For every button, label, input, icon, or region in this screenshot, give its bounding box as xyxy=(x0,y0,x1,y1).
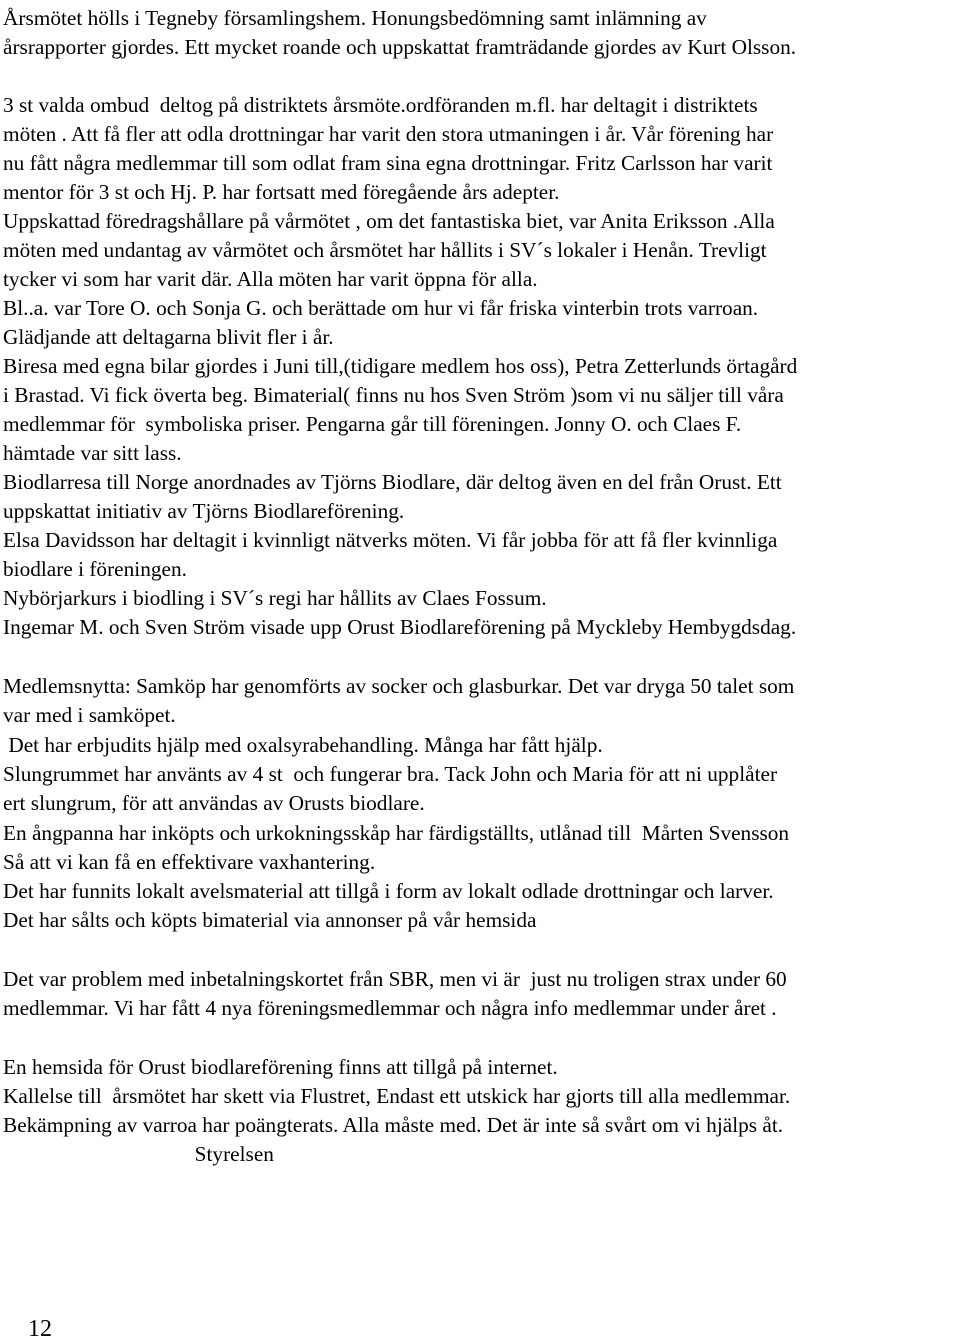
page-number: 12 xyxy=(28,1316,52,1342)
text-line: hämtade var sitt lass. xyxy=(3,441,182,465)
text-line: Det var problem med inbetalningskortet från SBR, men vi är just nu troligen strax under 60 xyxy=(3,967,787,991)
text-line: mentor för 3 st och Hj. P. har fortsatt med föregående års adepter. xyxy=(3,180,560,204)
text-line: nu fått några medlemmar till som odlat fram sina egna drottningar. Fritz Carlsson har varit xyxy=(3,151,773,175)
text-line: Slungrummet har använts av 4 st och fungerar bra. Tack John och Maria för att ni upplåter xyxy=(3,762,778,786)
signature-line: Styrelsen xyxy=(3,1142,274,1166)
text-line: möten med undantag av vårmötet och årsmötet har hållits i SV´s lokaler i Henån. Trevligt xyxy=(3,238,767,262)
text-line: Det har erbjudits hjälp med oxalsyrabehandling. Många har fått hjälp. xyxy=(3,733,603,757)
text-line: årsrapporter gjordes. Ett mycket roande och uppskattat framträdande gjordes av Kurt Olsson. xyxy=(3,35,797,59)
text-line: biodlare i föreningen. xyxy=(3,557,187,581)
text-line: 3 st valda ombud deltog på distriktets årsmöte.ordföranden m.fl. har deltagit i distriktets xyxy=(3,93,758,117)
text-line: Nybörjarkurs i biodling i SV´s regi har hållits av Claes Fossum. xyxy=(3,586,547,610)
text-line: En ångpanna har inköpts och urkokningsskåp har färdigställts, utlånad till Mårten Svensson xyxy=(3,821,790,845)
text-line: ert slungrum, för att användas av Orusts biodlare. xyxy=(3,791,425,815)
text-line: i Brastad. Vi fick överta beg. Bimaterial( finns nu hos Sven Ström )som vi nu säljer till våra xyxy=(3,383,784,407)
text-line: Biresa med egna bilar gjordes i Juni till,(tidigare medlem hos oss), Petra Zetterlunds örtagård xyxy=(3,354,798,378)
text-line: medlemmar för symboliska priser. Pengarna går till föreningen. Jonny O. och Claes F. xyxy=(3,412,742,436)
text-line: Uppskattad föredragshållare på vårmötet , om det fantastiska biet, var Anita Eriksson .Alla xyxy=(3,209,775,233)
text-line: Bekämpning av varroa har poängterats. Alla måste med. Det är inte så svårt om vi hjälps åt. xyxy=(3,1113,784,1137)
text-line: Årsmötet hölls i Tegneby församlingshem. Honungsbedömning samt inlämning av xyxy=(3,6,707,30)
text-line: möten . Att få fler att odla drottningar har varit den stora utmaningen i år. Vår förening har xyxy=(3,122,774,146)
text-line: Medlemsnytta: Samköp har genomförts av socker och glasburkar. Det var dryga 50 talet som xyxy=(3,674,795,698)
text-line: Glädjande att deltagarna blivit fler i år. xyxy=(3,325,334,349)
text-line: var med i samköpet. xyxy=(3,703,176,727)
text-line: Elsa Davidsson har deltagit i kvinnligt nätverks möten. Vi får jobba för att få fler kvinnliga xyxy=(3,528,778,552)
text-line: Bl..a. var Tore O. och Sonja G. och berättade om hur vi får friska vinterbin trots varroan. xyxy=(3,296,759,320)
text-line: En hemsida för Orust biodlareförening finns att tillgå på internet. xyxy=(3,1055,558,1079)
text-line: Kallelse till årsmötet har skett via Flustret, Endast ett utskick har gjorts till alla medlemmar. xyxy=(3,1084,791,1108)
text-line: Så att vi kan få en effektivare vaxhantering. xyxy=(3,850,376,874)
text-line: Biodlarresa till Norge anordnades av Tjörns Biodlare, där deltog även en del från Orust. Ett xyxy=(3,470,782,494)
text-line: Ingemar M. och Sven Ström visade upp Orust Biodlareförening på Myckleby Hembygdsdag. xyxy=(3,615,797,639)
text-line: uppskattat initiativ av Tjörns Biodlareförening. xyxy=(3,499,405,523)
text-line: medlemmar. Vi har fått 4 nya föreningsmedlemmar och några info medlemmar under året . xyxy=(3,996,777,1020)
text-line: Det har funnits lokalt avelsmaterial att tillgå i form av lokalt odlade drottningar och larver. xyxy=(3,879,774,903)
text-line: Det har sålts och köpts bimaterial via annonser på vår hemsida xyxy=(3,908,537,932)
text-line: tycker vi som har varit där. Alla möten har varit öppna för alla. xyxy=(3,267,538,291)
